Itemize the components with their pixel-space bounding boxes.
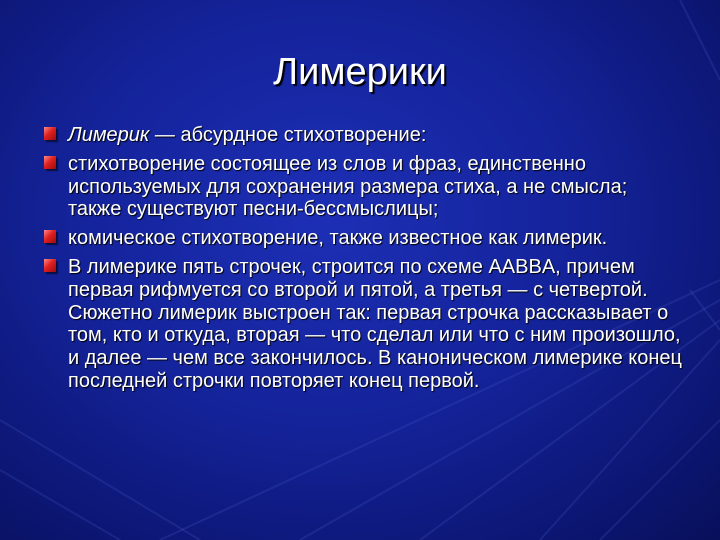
bullet-text: — абсурдное стихотворение:: [149, 124, 427, 146]
bullet-item: [44, 227, 684, 250]
bullet-term: Лимерик: [68, 124, 150, 146]
red-square-bullet-icon: [44, 230, 56, 243]
red-square-bullet-icon: [44, 259, 56, 272]
red-square-bullet-icon: [44, 127, 56, 140]
bullet-item: [44, 153, 684, 221]
bullet-text: стихотворение состоящее из слов и фраз, единственно используемых для сохранения размера стиха, а не смысла; также существуют песни-бессмыслицы;: [68, 152, 628, 221]
slide-title: Лимерики: [273, 51, 447, 93]
bullet-item: [44, 124, 684, 147]
bullet-text: В лимерике пять строчек, строится по схеме AABBA, причем первая рифмуется со второй и пятой, а третья — с четвертой. Сюжетно лимерик выстроен так: первая строчка рассказывает о том, кто и откуда, вторая — что сделал или что с ним произошло, и далее — чем все закончилось. В каноническом лимерике конец последней строчки повторяет конец первой.: [68, 255, 682, 392]
bullet-list: [44, 124, 684, 399]
bullet-text: комическое стихотворение, также известное как лимерик.: [68, 227, 608, 250]
red-square-bullet-icon: [44, 156, 56, 169]
bullet-item: [44, 256, 684, 393]
